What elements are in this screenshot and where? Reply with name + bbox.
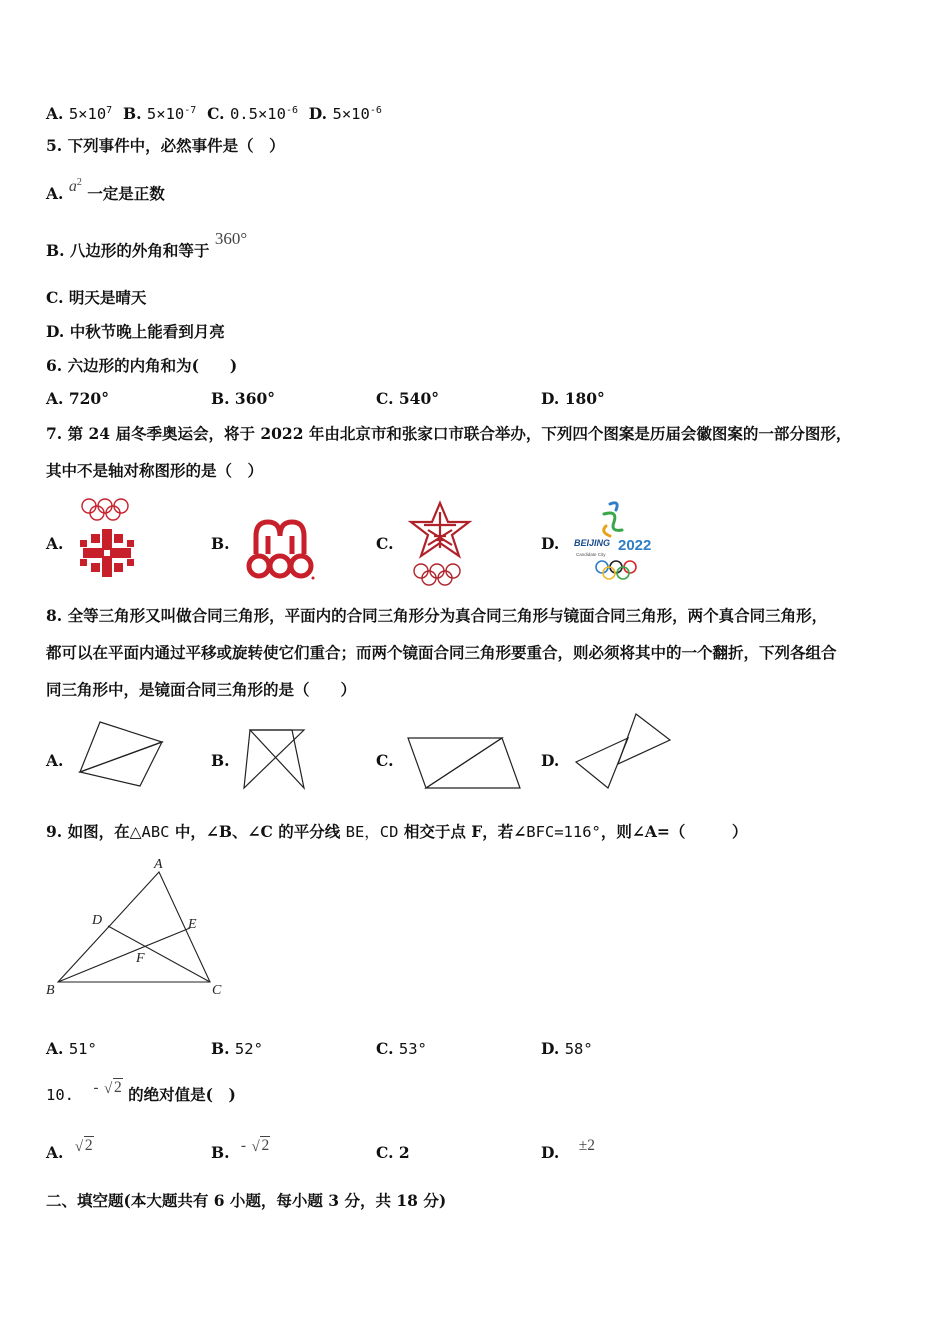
q6-option-c: C. 540° xyxy=(376,389,439,408)
sqrt-icon: √ 2 xyxy=(251,1137,270,1155)
q5-option-c-text: 明天是晴天 xyxy=(68,288,147,307)
q5-option-d-label: D. xyxy=(46,322,65,341)
q10-option-a: A. √ 2 xyxy=(46,1137,93,1162)
q9-option-b: B. 52° xyxy=(211,1039,263,1058)
q5-option-a-label: A. xyxy=(46,184,64,204)
q9-option-a: A. 51° xyxy=(46,1039,97,1058)
q5-option-b-label: B. xyxy=(46,241,65,260)
q9-stem: 9. 如图，在△ABC 中，∠B、∠C 的平分线 BE，CD 相交于点 F，若∠BFC=116°，则∠A=（ ） xyxy=(46,822,748,841)
logo-year-text: 2022 xyxy=(618,537,652,554)
q7-emblem-a xyxy=(76,496,138,584)
q7-label-a: A. xyxy=(46,534,64,553)
q4-option-b-base: 5×10 xyxy=(146,105,185,124)
q5-option-c xyxy=(46,288,146,308)
q5-option-b-math: 360° xyxy=(214,229,248,248)
q5-stem: 5. 下列事件中，必然事件是（ ） xyxy=(46,136,285,155)
logo-city-text: BEIJING xyxy=(574,538,611,548)
q8-figure-c xyxy=(404,732,526,794)
q8-stem-line1: 8. 全等三角形又叫做合同三角形，平面内的合同三角形分为真合同三角形与镜面合同三角形，两个真合同三角形， xyxy=(46,606,828,625)
q9-label-b: B xyxy=(46,983,55,998)
q9-label-d: D xyxy=(92,913,103,928)
q7-label-c: C. xyxy=(376,534,394,553)
q4-option-d-exp: -6 xyxy=(369,105,382,116)
q8-figure-b xyxy=(240,722,314,792)
sqrt-icon: √ 2 xyxy=(103,1079,122,1097)
q9-option-d: D. 58° xyxy=(541,1039,593,1058)
olympic-rings-icon xyxy=(596,561,636,579)
q7-emblem-d xyxy=(570,496,662,584)
q4-option-c-base: 0.5×10 xyxy=(229,105,286,124)
q5-option-a-text: 一定是正数 xyxy=(87,184,165,204)
q5-option-d-text: 中秋节晚上能看到月亮 xyxy=(69,322,225,341)
q7-stem-line1: 7. 第 24 届冬季奥运会，将于 2022 年由北京市和张家口市联合举办，下列四个图案是历届会徽图案的一部分图形， xyxy=(46,424,852,443)
q5-option-b xyxy=(46,229,248,261)
q7-stem-line2: 其中不是轴对称图形的是（ ） xyxy=(46,461,264,480)
q4-option-c-exp: -6 xyxy=(285,105,298,116)
q8-label-d: D. xyxy=(541,751,560,770)
q8-label-c: C. xyxy=(376,751,394,770)
ribbon-figure-icon xyxy=(604,503,622,536)
q6-option-b: B. 360° xyxy=(211,389,276,408)
q4-options-row xyxy=(46,101,382,124)
q8-label-b: B. xyxy=(211,751,230,770)
q8-label-a: A. xyxy=(46,751,64,770)
q9-label-a: A xyxy=(154,857,163,872)
q10-option-c: C. 2 xyxy=(376,1143,410,1162)
q5-option-c-label: C. xyxy=(46,288,64,307)
sqrt-icon: √ 2 xyxy=(74,1137,93,1155)
q5-option-a-exp: 2 xyxy=(76,177,82,188)
q9-label-f: F xyxy=(136,951,145,966)
q5-option-b-text: 八边形的外角和等于 xyxy=(69,241,210,260)
q6-stem: 6. 六边形的内角和为( ) xyxy=(46,356,238,375)
q10-option-d: D. ±2 xyxy=(541,1137,595,1162)
q4-option-b-label: B. xyxy=(123,104,142,124)
q5-option-d xyxy=(46,322,225,342)
montreal-emblem-icon xyxy=(249,522,311,576)
q8-stem-line3: 同三角形中，是镜面合同三角形的是（ ） xyxy=(46,680,357,699)
q8-stem-line2: 都可以在平面内通过平移或旋转使它们重合；而两个镜面合同三角形要重合，则必须将其中的一个翻折，下列各组合 xyxy=(46,643,837,662)
q6-option-a: A. 720° xyxy=(46,389,109,408)
q8-figure-d xyxy=(570,710,674,792)
q5-option-a-math: a xyxy=(68,178,77,196)
q9-option-c: C. 53° xyxy=(376,1039,427,1058)
q9-label-e: E xyxy=(188,917,197,932)
logo-sub-text: Candidate City xyxy=(576,552,606,557)
q9-triangle-figure xyxy=(40,852,240,1002)
q6-option-d: D. 180° xyxy=(541,389,605,408)
section-2-title: 二、填空题(本大题共有 6 小题，每小题 3 分，共 18 分) xyxy=(46,1191,447,1210)
q7-emblem-b xyxy=(244,514,316,584)
q4-option-c-label: C. xyxy=(207,104,225,124)
q7-label-b: B. xyxy=(211,534,230,553)
q5-option-a xyxy=(46,177,165,205)
q4-option-d-label: D. xyxy=(308,104,328,124)
q4-option-a-label: A. xyxy=(46,104,64,124)
q4-option-d-base: 5×10 xyxy=(332,105,370,124)
q8-figure-a xyxy=(74,718,170,790)
snowflake-star-icon xyxy=(411,503,469,556)
q10-number: 10. xyxy=(46,1086,74,1104)
q10-stem: 10. - √ 2 的绝对值是( ) xyxy=(46,1079,236,1104)
q7-emblem-c xyxy=(408,500,472,586)
q4-option-a-base: 5×10 xyxy=(68,105,107,124)
olympic-rings-icon xyxy=(82,499,128,520)
q7-label-d: D. xyxy=(541,534,560,553)
q9-label-c: C xyxy=(212,983,222,998)
q10-option-b: B. - √ 2 xyxy=(211,1137,270,1162)
olympic-rings-icon xyxy=(414,564,460,585)
q4-option-a-exp: 7 xyxy=(106,105,113,116)
q4-option-b-exp: -7 xyxy=(184,105,197,116)
